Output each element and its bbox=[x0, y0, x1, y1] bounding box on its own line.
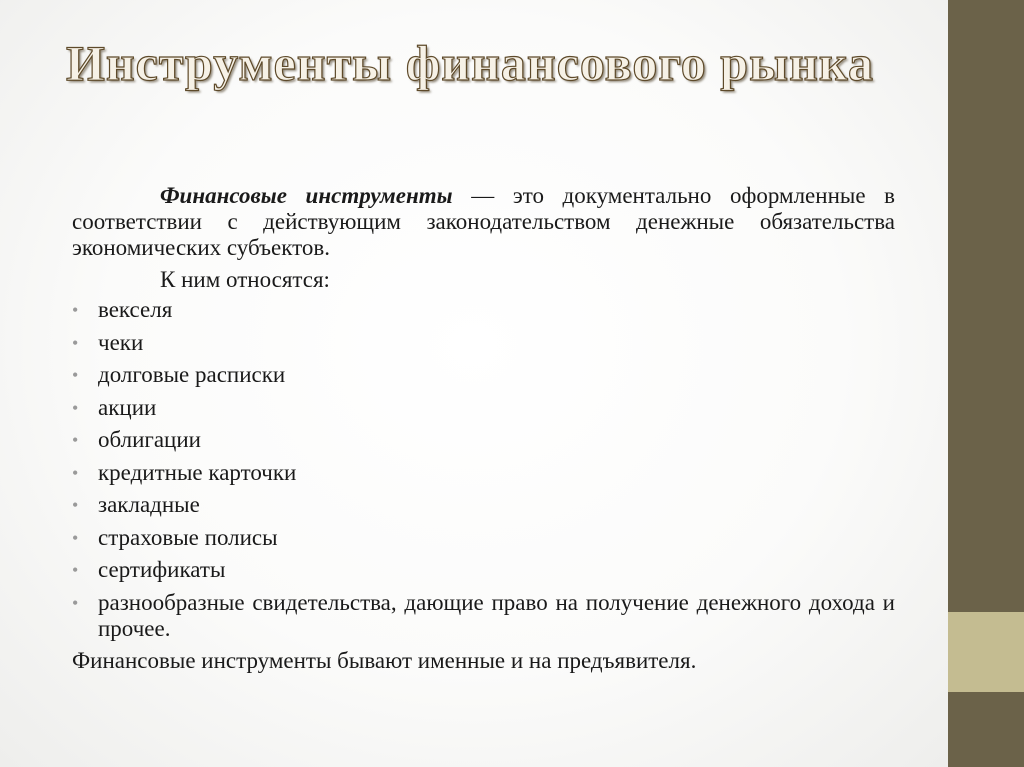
bullet-icon: • bbox=[72, 332, 79, 353]
bullet-icon: • bbox=[72, 592, 79, 613]
list-item: • страховые полисы bbox=[72, 524, 278, 550]
sidebar-top-block bbox=[948, 0, 1024, 612]
list-item: • акции bbox=[72, 394, 157, 420]
bullet-icon: • bbox=[72, 527, 79, 548]
instrument-list bbox=[72, 297, 895, 642]
decorative-sidebar bbox=[948, 0, 1024, 767]
list-item: • закладные bbox=[72, 492, 200, 517]
sidebar-accent-block bbox=[948, 612, 1024, 692]
bullet-icon: • bbox=[72, 462, 79, 483]
list-item: • сертификаты bbox=[72, 557, 226, 582]
conclusion-text: Финансовые инструменты бывают именные и на предъявителя. bbox=[72, 648, 697, 673]
bullet-icon: • bbox=[72, 560, 79, 580]
list-item: • облигации bbox=[72, 427, 201, 452]
slide-title: Инструменты финансового рынка bbox=[65, 35, 874, 91]
list-intro: К ним относятся: bbox=[160, 267, 330, 292]
bullet-icon: • bbox=[72, 397, 79, 418]
definition-term: Финансовые инструменты bbox=[160, 183, 453, 208]
list-item: • долговые расписки bbox=[72, 362, 286, 387]
list-item: • чеки bbox=[72, 329, 144, 355]
definition-paragraph bbox=[72, 183, 895, 261]
bullet-icon: • bbox=[72, 495, 79, 515]
sidebar-bottom-block bbox=[948, 692, 1024, 767]
list-item: • векселя bbox=[72, 297, 173, 322]
slide-content bbox=[72, 183, 895, 674]
bullet-icon: • bbox=[72, 365, 79, 385]
bullet-icon: • bbox=[72, 430, 79, 450]
list-item: • кредитные карточки bbox=[72, 459, 297, 485]
list-item: • разнообразные свидетельства, дающие право на получение денежного дохода и прочее. bbox=[72, 589, 895, 641]
definition-text: — это документально оформленные в соответствии с действующим законодательством денежные обязательства экономических субъектов. bbox=[72, 183, 895, 260]
bullet-icon: • bbox=[72, 300, 79, 320]
